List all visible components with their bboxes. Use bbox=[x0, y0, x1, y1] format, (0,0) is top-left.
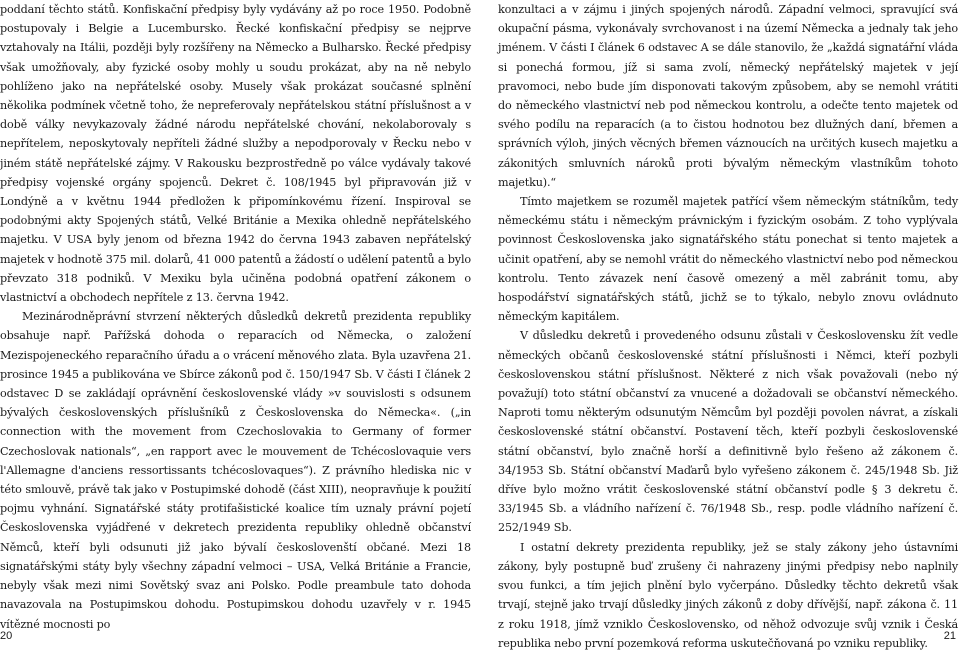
right-paragraph-1: konzultaci a v zájmu i jiných spojených národů. Západní velmoci, spravující svá okupační pásma, vykonávaly svrchovanost i na území Německa a jednaly tak jeho jménem. V části I článek 6 odstavec A se dále stanovilo, že „každá signatářní vláda si ponechá formou, jíž si sama zvolí, německý nepřátelský majetek v její pravomoci, nebo bude jím disponovati takovým způsobem, aby se nemohl vrátiti do německého vlastnictví neb pod německou kontrolu, a odečte tento majetek od svého podílu na reparacích (a to čistou hodnotou bez dlužných daní, břemen a správních výloh, jiných věcných břemen váznoucích na určitých kusech majetku a zákonitých smluvních nároků proti bývalým německým vlastníkům tohoto majetku).“ bbox=[498, 3, 958, 189]
right-paragraph-2: Tímto majetkem se rozuměl majetek patřící všem německým státníkům, tedy německému státu i německým právnickým i fyzickým osobám. Z toho vyplývala povinnost Československa jako signatářského státu ponechat si tento majetek a učinit opatření, aby se nemohl vrátit do německého vlastnictví nebo pod německou kontrolu. Tento závazek není časově omezený a měl zabránit tomu, aby hospodářství signatářských států, jichž se to týkalo, nebylo znovu ovládnuto německým kapitálem. bbox=[498, 195, 958, 324]
left-paragraph-2: Mezinárodněprávní stvrzení některých důsledků dekretů prezidenta republiky obsahuje např. Pařížská dohoda o reparacích od Německa, o založení Mezispojeneckého reparačního úřadu a o vrácení měnového zlata. Byla uzavřena 21. prosince 1945 a publikována ve Sbírce zákonů pod č. 150/1947 Sb. V části I článek 2 odstavec D se zakládají oprávnění československé vlády »v souvislosti s odsunem bývalých československých příslušníků z Československa do Německa«. („in connection with the movement from Czechoslovakia to Germany of former Czechoslovak nationals“, „en rapport avec le mouvement de Tchécoslovaquie vers l'Allemagne d'anciens ressortissants tchécoslovaques“). Z právního hlediska nic v této smlouvě, právě tak jako v Postupimské dohodě (část XIII), neopravňuje k použití pojmu vyhnání. Signatářské státy protifašistické koalice tím uznaly právní pojetí Československa vyjádřené v dekretech prezidenta republiky ohledně občanství Němců, kteří byli odsunuti již jako bývalí českoslovenští občané. Mezi 18 signatářskými státy byly všechny západní velmoci – USA, Velká Británie a Francie, nebyly však mezi nimi Sovětský svaz ani Polsko. Podle preambule tato dohoda navazovala na Postupimskou dohodu. Postupimskou dohodu uzavřely v r. 1945 vítězné mocnosti po bbox=[0, 310, 471, 631]
right-paragraph-4: I ostatní dekrety prezidenta republiky, jež se staly zákony jeho ústavními zákony, byly postupně buď zrušeny či nahrazeny jinými předpisy nebo naplnily svou funkci, a tím jejich plnění bylo vyčerpáno. Důsledky těchto dekretů však trvají, stejně jako trvají důsledky jiných zákonů z doby dřívější, např. zákona č. 11 z roku 1918, jímž vzniklo Československo, od něhož odvozuje svůj vznik i Česká republika nebo první pozemková reforma uskutečňovaná po vzniku republiky. bbox=[498, 540, 958, 650]
page-number-left: 20 bbox=[0, 630, 13, 642]
page-number-right: 21 bbox=[943, 630, 956, 642]
left-paragraph-1: poddaní těchto států. Konfiskační předpisy byly vydávány až po roce 1950. Podobně postupovaly i Belgie a Lucembursko. Řecké konfiskační předpisy se nejprve vztahovaly na Itálii, později byly rozšířeny na Německo a Bulharsko. Řecké předpisy však umožňovaly, aby fyzické osoby mohly u soudu prokázat, aby na ně nebylo pohlíženo jako na nepřátelské osoby. Musely však prokázat současné splnění několika podmínek včetně toho, že nepreferovaly nepřátelskou státní příslušnost a v době války nevykazovaly žádné národu nepřátelské chování, nekolaborovaly s nepřítelem, neposkytovaly nepříteli žádné služby a nepodporovaly v Řecku nebo v jiném státě nepřátelské zájmy. V Rakousku bezprostředně po válce vydávaly takové předpisy vojenské orgány spojenců. Dekret č. 108/1945 byl připravován již v Londýně a v květnu 1944 předložen k připomínkovému řízení. Inspiroval se podobnými akty Spojených států, Velké Británie a Mexika ohledně nepřátelského majetku. V USA byly jenom od března 1942 do června 1943 zabaven nepřátelský majetek v hodnotě 375 mil. dolarů, 41 000 patentů a žádostí o udělení patentů a bylo převzato 318 podniků. V Mexiku byla učiněna podobná opatření zákonem o vlastnictví a obchodech nepřítele z 13. června 1942. bbox=[0, 3, 471, 305]
right-text-column bbox=[498, 0, 958, 653]
left-text-column bbox=[0, 0, 471, 634]
right-paragraph-3: V důsledku dekretů i provedeného odsunu zůstali v Československu žít vedle německých občanů československé státní příslušnosti i Němci, kteří pozbyli československou státní příslušnost. Některé z nich však považovali (nebo ný považují) toto státní občanství za vnucené a dožadovali se občanství německého. Naproti tomu některým odsunutým Němcům byl později povolen návrat, a získali československé státní občanství. Postavení těch, kteří pozbyli československé státní občanství, bylo značně horší a definitivně bylo řešeno až zákonem č. 34/1953 Sb. Státní občanství Maďarů bylo vyřešeno zákonem č. 245/1948 Sb. Již dříve bylo možno vrátit československé státní občanství podle § 3 dekretu č. 33/1945 Sb. a vládního nařízení č. 76/1948 Sb., resp. podle vládního nařízení č. 252/1949 Sb. bbox=[498, 329, 958, 535]
